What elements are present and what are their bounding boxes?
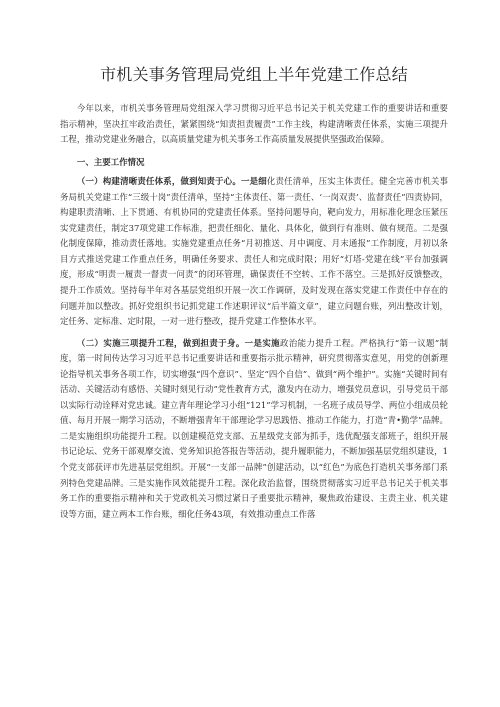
subsection-1-text: 化责任清单，压实主体责任。健全完善市机关事务局机关党建工作“三级十岗”责任清单，坚持“主体责任、第一责任、‘一岗双责’、监督责任”四责协同，构建职责清晰、上下贯通、有机协同的党建责任体系。坚持问题导向，靶向发力，用标准化理念压紧压实党建责任，制定37项党建工作标准，把责任细化、量化、具体化，做到行有准则、做有规范。二是强化制度保障，推动责任落地。实施党建重点任务“月初推送、月中调度、月末通报”工作制度，月初以条目方式推送党建工作重点任务，明确任务要求、责任人和完成时限；用好“灯塔-党建在线”平台加强调度，形成“明责一履责一督责一问责”的闭环管理，确保责任不空转、工作不落空。三是抓好反馈整改，提升工作质效。坚持每半年对各基层党组织开展一次工作调研，及时发现在落实党建工作责任中存在的问题并加以整改。抓好党组织书记抓党建工作述职评议“后半篇文章”，建立问题台账，列出整改计划，定任务、定标准、定时限，一对一进行整改，提升党建工作整体水平。 (60, 176, 448, 327)
document-title: 市机关事务管理局党组上半年党建工作总结 (100, 65, 408, 84)
subsection-2-text: 政治能力提升工程。严格执行“第一议题”制度，第一时间传达学习习近平总书记重要讲话和重要指示批示精神，研究贯彻落实意见，用党的创新理论指导机关事务各项工作，切实增强“四个意识”、坚定“四个自信”、做到“两个维护”。实施“关键时间有活动、关键活动有感悟、关键时刻见行动”党性教育方式，激发内在动力，增强党员意识，引导党员干部以实际行动诠释对党忠诚。建立青年理论学习小组“121”学习机制，一名班子成员导学、两位小组成员轮值、每月开展一期学习活动，不断增强青年干部理论学习思践悟、推动工作能力，打造“青•勤学”品牌。二是实施组织功能提升工程。以创建模范党支部、五星级党支部为抓手，选优配强支部班子，组织开展书记论坛、党务干部观摩交流、党务知识抢答报告等活动，提升履职能力，不断加强基层党组织建设，1个党支部获评市先进基层党组织。开展“一支部一品牌”创建活动，以“红色”为底色打造机关事务部门系列特色党建品牌。三是实施作风效能提升工程。深化政治监督，围绕贯彻落实习近平总书记关于机关事务工作的重要指示精神和关于党政机关习惯过紧日子重要批示精神，聚焦政治建设、主责主业、机关建设等方面，建立两本工作台账，细化任务43项，有效推动重点工作落 (60, 337, 448, 519)
intro-paragraph: 今年以来，市机关事务管理局党组深入学习贯彻习近平总书记关于机关党建工作的重要讲话和重要指示精神，坚决扛牢政治责任，紧紧围绕“知责担责履责”工作主线，构建清晰责任体系，实施三项提升工程，推动党建业务融合，以高质量党建为机关事务工作高质量发展提供坚强政治保障。 (60, 103, 448, 145)
subsection-1-paragraph (60, 174, 448, 329)
subsection-1-lead: （一）构建清晰责任体系，做到知责于心。一是细 (76, 176, 267, 187)
subsection-2-lead: （二）实施三项提升工程，做到担责于身。一是实施 (76, 337, 281, 348)
subsection-2-paragraph (60, 336, 448, 523)
section-heading: 一、主要工作情况 (76, 156, 145, 167)
